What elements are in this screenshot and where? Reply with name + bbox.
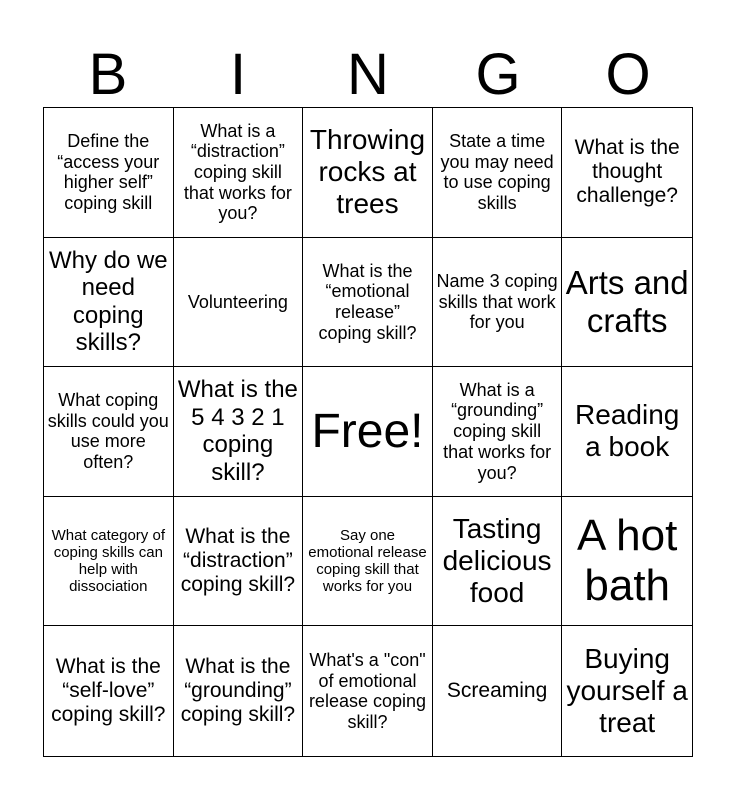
- bingo-cell-text: What is the “emotional release” coping skill?: [318, 260, 417, 343]
- bingo-cell[interactable]: [562, 108, 692, 238]
- bingo-cell-text: What is the “self-love” coping skill?: [51, 654, 166, 727]
- bingo-board: [43, 107, 693, 757]
- bingo-cell-text: What is the 5 4 3 2 1 coping skill?: [177, 376, 298, 487]
- bingo-cell-text: Why do we need coping skills?: [48, 246, 168, 357]
- bingo-cell-text: Say one emotional release coping skill that works for you: [308, 526, 427, 596]
- bingo-cell[interactable]: [174, 108, 304, 238]
- bingo-cell-text: What is the “grounding” coping skill?: [180, 654, 296, 727]
- bingo-cell-text: Name 3 coping skills that work for you: [436, 270, 558, 333]
- bingo-header: [43, 44, 693, 106]
- bingo-cell[interactable]: [433, 108, 563, 238]
- bingo-cell[interactable]: [303, 238, 433, 368]
- bingo-cell[interactable]: [174, 238, 304, 368]
- bingo-cell[interactable]: [433, 497, 563, 627]
- bingo-cell[interactable]: [174, 497, 304, 627]
- bingo-cell[interactable]: [303, 497, 433, 627]
- bingo-cell[interactable]: [433, 367, 563, 497]
- bingo-cell[interactable]: [562, 367, 692, 497]
- bingo-cell[interactable]: [44, 108, 174, 238]
- bingo-cell[interactable]: [174, 367, 304, 497]
- bingo-cell-text: Tasting delicious food: [442, 512, 552, 609]
- bingo-cell-text: What is a “grounding” coping skill that works for you?: [443, 379, 552, 483]
- bingo-cell[interactable]: [44, 238, 174, 368]
- header-letter-n: N: [347, 42, 389, 107]
- header-letter-b: B: [88, 42, 128, 107]
- bingo-cell-text: Define the “access your higher self” coping skill: [57, 130, 160, 213]
- bingo-cell[interactable]: [44, 497, 174, 627]
- bingo-cell[interactable]: [174, 626, 304, 756]
- bingo-cell[interactable]: [433, 626, 563, 756]
- bingo-cell-text: Buying yourself a treat: [566, 642, 688, 739]
- bingo-cell-text: What coping skills could you use more often?: [47, 390, 169, 473]
- bingo-cell-text: Arts and crafts: [565, 263, 689, 339]
- bingo-cell-text: State a time you may need to use coping skills: [440, 130, 554, 213]
- bingo-cell[interactable]: [44, 367, 174, 497]
- bingo-cell[interactable]: [562, 626, 692, 756]
- bingo-free-cell[interactable]: [303, 367, 433, 497]
- bingo-cell[interactable]: [562, 497, 692, 627]
- free-space-label: Free!: [311, 404, 424, 458]
- bingo-cell[interactable]: [303, 108, 433, 238]
- bingo-cell-text: What's a "con" of emotional release coping skill?: [308, 649, 427, 732]
- bingo-cell[interactable]: [44, 626, 174, 756]
- bingo-cell-text: What category of coping skills can help with dissociation: [51, 526, 165, 596]
- header-letter-g: G: [475, 42, 521, 107]
- bingo-cell-text: A hot bath: [577, 510, 678, 611]
- bingo-cell-text: What is a “distraction” coping skill that works for you?: [183, 120, 292, 224]
- header-letter-i: I: [229, 42, 247, 107]
- bingo-cell-text: Reading a book: [575, 399, 680, 463]
- bingo-cell-text: Volunteering: [187, 291, 288, 312]
- bingo-cell-text: Screaming: [446, 679, 548, 703]
- bingo-cell[interactable]: [433, 238, 563, 368]
- bingo-cell-text: Throwing rocks at trees: [309, 124, 426, 220]
- bingo-cell[interactable]: [303, 626, 433, 756]
- bingo-cell-text: What is the “distraction” coping skill?: [180, 524, 296, 597]
- header-letter-o: O: [605, 42, 651, 107]
- bingo-cell[interactable]: [562, 238, 692, 368]
- bingo-cell-text: What is the thought challenge?: [574, 136, 680, 208]
